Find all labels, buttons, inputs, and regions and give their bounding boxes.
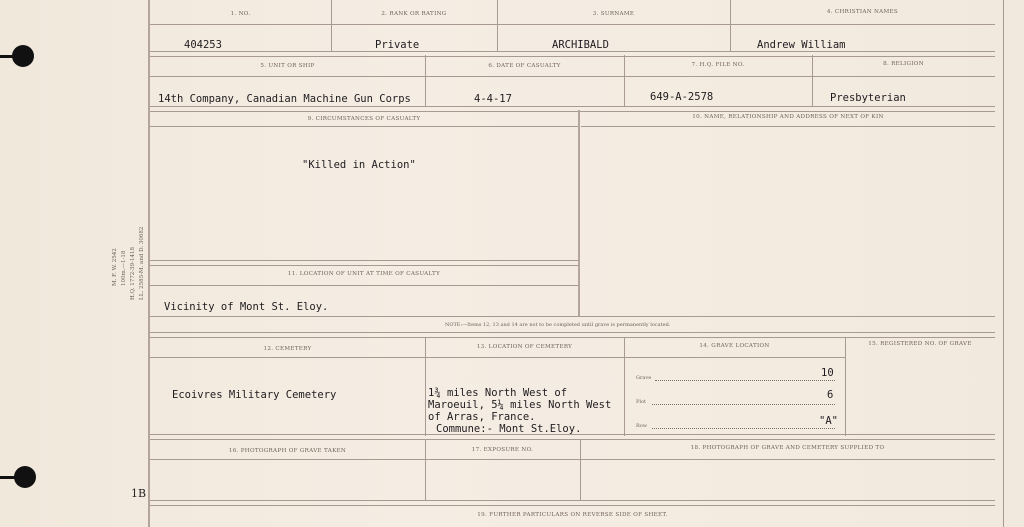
row-value: "A" bbox=[819, 415, 838, 427]
rule bbox=[150, 285, 578, 286]
grave-dotted-line bbox=[655, 380, 835, 381]
rule bbox=[730, 0, 731, 52]
rule bbox=[150, 24, 995, 25]
grave-label: Grave bbox=[636, 375, 652, 381]
circumstances-value: "Killed in Action" bbox=[302, 159, 416, 171]
field-label: 8. RELIGION bbox=[883, 61, 924, 67]
cemetery-value: Ecoivres Military Cemetery bbox=[172, 389, 337, 401]
field-label: 3. SURNAME bbox=[592, 11, 635, 17]
cemetery-location-line: of Arras, France. bbox=[428, 411, 536, 423]
rule bbox=[150, 459, 995, 460]
field-label: 13. LOCATION OF CEMETERY bbox=[476, 344, 573, 350]
unit-value: 14th Company, Canadian Machine Gun Corps bbox=[158, 93, 411, 105]
field-label: 18. PHOTOGRAPH OF GRAVE AND CEMETERY SUPPLIED TO bbox=[690, 445, 885, 451]
field-label: 11. LOCATION OF UNIT AT TIME OF CASUALTY bbox=[287, 271, 441, 277]
field-label: 17. EXPOSURE NO. bbox=[471, 447, 534, 453]
field-label: 7. H.Q. FILE NO. bbox=[691, 62, 745, 68]
rule bbox=[150, 260, 578, 266]
plot-value: 6 bbox=[827, 389, 834, 401]
field-label: 9. CIRCUMSTANCES OF CASUALTY bbox=[307, 116, 421, 122]
row-dotted-line bbox=[652, 428, 835, 429]
religion-value: Presbyterian bbox=[830, 92, 906, 104]
field-label: 10. NAME, RELATIONSHIP AND ADDRESS OF NEXT OF KIN bbox=[692, 114, 884, 120]
date-of-casualty-value: 4-4-17 bbox=[474, 93, 512, 105]
rule bbox=[150, 76, 995, 77]
rule bbox=[845, 337, 846, 436]
field-label: 16. PHOTOGRAPH OF GRAVE TAKEN bbox=[228, 448, 347, 454]
plot-label: Plot bbox=[636, 399, 646, 405]
field-label: 2. RANK OR RATING bbox=[381, 11, 447, 17]
rule bbox=[150, 332, 995, 338]
rule bbox=[578, 110, 580, 316]
service-number: 404253 bbox=[184, 39, 222, 51]
rank-value: Private bbox=[375, 39, 420, 51]
rule bbox=[150, 316, 995, 317]
form-number: I.L. 2585-M. and D. 30682 bbox=[139, 226, 145, 300]
cemetery-location-line: Maroeuil, 5¼ miles North West bbox=[428, 399, 612, 411]
punch-hole bbox=[14, 466, 36, 488]
rule bbox=[331, 0, 332, 52]
corner-code: 1B bbox=[131, 487, 147, 500]
grave-value: 10 bbox=[821, 367, 834, 379]
rule bbox=[150, 106, 995, 112]
form-note: NOTE:—Items 12, 13 and 14 are not to be completed until grave is permanently located. bbox=[445, 322, 671, 328]
location-of-unit-value: Vicinity of Mont St. Eloy. bbox=[164, 301, 329, 313]
plot-dotted-line bbox=[652, 404, 835, 405]
field-label: 19. FURTHER PARTICULARS ON REVERSE SIDE OF SHEET. bbox=[477, 512, 668, 518]
field-label: 12. CEMETERY bbox=[263, 346, 312, 352]
field-label: 1. NO. bbox=[230, 11, 251, 17]
row-label: Row bbox=[636, 423, 648, 429]
punch-hole bbox=[12, 45, 34, 67]
rule bbox=[581, 126, 995, 127]
field-label: 15. REGISTERED NO. OF GRAVE bbox=[868, 341, 972, 347]
cemetery-location-line: 1¾ miles North West of bbox=[428, 387, 568, 399]
form-number: 100m.—1-18 bbox=[121, 250, 127, 286]
form-number: M. F. W. 2542 bbox=[112, 248, 118, 286]
field-label: 5. UNIT OR SHIP bbox=[260, 63, 315, 69]
field-label: 6. DATE OF CASUALTY bbox=[488, 63, 561, 69]
form-number: H.Q. 1772-39-1418 bbox=[130, 247, 136, 300]
rule bbox=[150, 357, 845, 358]
rule bbox=[624, 337, 625, 436]
card-edge bbox=[1003, 0, 1004, 527]
rule bbox=[425, 337, 426, 436]
christian-names-value: Andrew William bbox=[757, 39, 846, 51]
field-label: 14. GRAVE LOCATION bbox=[699, 343, 770, 349]
rule bbox=[150, 51, 995, 57]
hq-file-value: 649-A-2578 bbox=[650, 91, 714, 103]
rule bbox=[150, 126, 578, 127]
cemetery-location-line: Commune:- Mont St.Eloy. bbox=[436, 423, 582, 435]
rule bbox=[497, 0, 498, 52]
rule bbox=[150, 500, 995, 506]
surname-value: ARCHIBALD bbox=[552, 39, 609, 51]
field-label: 4. CHRISTIAN NAMES bbox=[826, 9, 899, 15]
rule bbox=[150, 434, 995, 440]
